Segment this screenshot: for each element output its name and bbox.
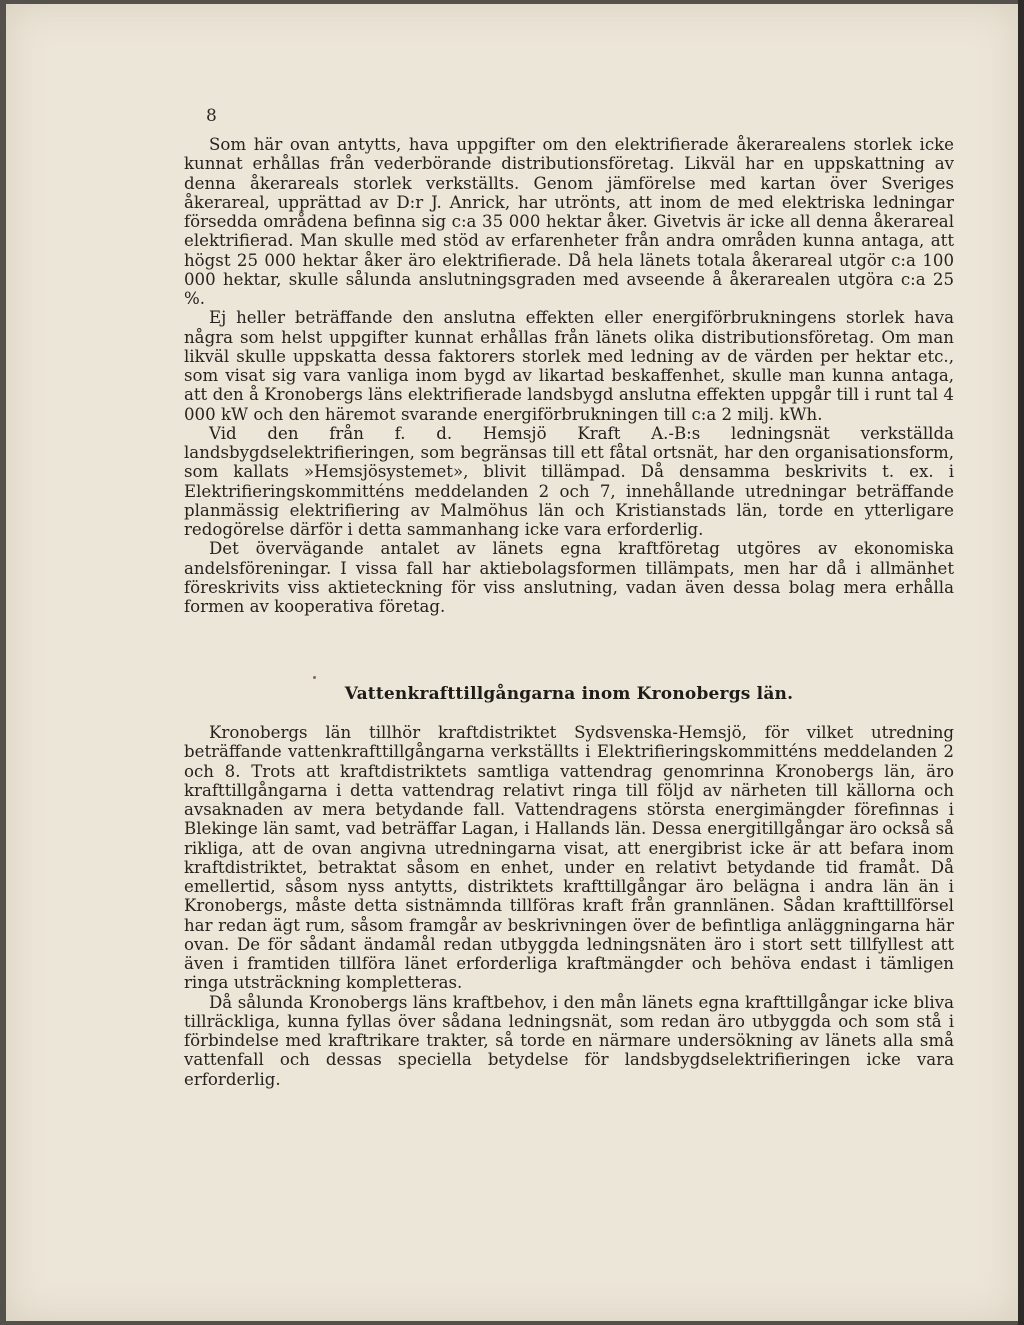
paragraph-effect: Ej heller beträffande den anslutna effekten eller energiförbrukningens storlek hava några som helst uppgifter kunnat erhållas från länets olika distributionsföretag. Om man likväl skulle uppskatta dessa faktorers storlek med ledning av de värden per hektar etc., som visat sig vara vanliga inom bygd av likartad beskaffenhet, skulle man kunna antaga, att den å Kronobergs läns elektrifierade landsbygd anslutna effekten uppgår till i runt tal 4 000 kW och den häremot svarande energiförbrukningen till c:a 2 milj. kWh.: [184, 308, 954, 424]
paper-speck: [313, 676, 316, 679]
paragraph-waterpower: Kronobergs län tillhör kraftdistriktet Sydsvenska-Hemsjö, för vilket utredning beträffande vattenkrafttillgångarna verkställts i Elektrifieringskommitténs meddelanden 2 och 8. Trots att kraftdistriktets samtliga vattendrag genomrinna Kronobergs län, äro krafttillgångarna i detta vattendrag relativt ringa till följd av närheten till källorna och avsaknaden av mera betydande fall. Vattendragens största energimängder förefinnas i Blekinge län samt, vad beträffar Lagan, i Hallands län. Dessa energitillgångar äro också så rikliga, att de ovan angivna utredningarna visat, att energibrist icke är att befara inom kraftdistriktet, betraktat såsom en enhet, under en relativt betydande tid framåt. Då emellertid, såsom nyss antytts, distriktets krafttillgångar äro belägna i andra län än i Kronobergs, måste detta sistnämnda tillföras kraft från grannlänen. Sådan krafttillförsel har redan ägt rum, såsom framgår av beskrivningen över de befintliga anläggningarna här ovan. De för sådant ändamål redan utbyggda ledningsnäten äro i stort sett tillfyllest att även i framtiden tillföra länet erforderliga kraftmängder och behöva endast i tämligen ringa utsträckning kompletteras.: [184, 723, 954, 993]
document-page: [6, 4, 1018, 1321]
scan-edge: [1018, 0, 1024, 1325]
section-distribution-text: [184, 135, 954, 616]
paragraph-acreage: Som här ovan antytts, hava uppgifter om den elektrifierade åkerarealens storlek icke kunnat erhållas från vederbörande distributionsföretag. Likväl har en uppskattning av denna åkerareals storlek verkställts. Genom jämförelse med kartan över Sveriges åkerareal, upprättad av D:r J. Anrick, har utrönts, att inom de med elektriska ledningar försedda områdena befinna sig c:a 35 000 hektar åker. Givetvis är icke all denna åkerareal elektrifierad. Man skulle med stöd av erfarenheter från andra områden kunna antaga, att högst 25 000 hektar åker äro elektrifierade. Då hela länets totala åkerareal utgör c:a 100 000 hektar, skulle sålunda anslutningsgraden med avseende å åkerarealen utgöra c:a 25 %.: [184, 135, 954, 308]
section-heading: Vattenkrafttillgångarna inom Kronobergs län.: [344, 684, 794, 704]
paragraph-cooperatives: Det övervägande antalet av länets egna kraftföretag utgöres av ekonomiska andelsföreningar. I vissa fall har aktiebolagsformen tillämpats, men har då i allmänhet föreskrivits viss aktieteckning för viss anslutning, vadan även dessa bolag mera erhålla formen av kooperativa företag.: [184, 539, 954, 616]
paragraph-hemsjo: Vid den från f. d. Hemsjö Kraft A.-B:s ledningsnät verkställda landsbygdselektrifieringen, som begränsas till ett fåtal ortsnät, har den organisationsform, som kallats »Hemsjösystemet», blivit tillämpad. Då densamma beskrivits t. ex. i Elektrifieringskommitténs meddelanden 2 och 7, innehållande utredningar beträffande planmässig elektrifiering av Malmöhus län och Kristianstads län, torde en ytterligare redogörelse därför i detta sammanhang icke vara erforderlig.: [184, 423, 954, 539]
section-waterpower-text: [184, 723, 954, 1089]
paragraph-conclusion: Då sålunda Kronobergs läns kraftbehov, i den mån länets egna krafttillgångar icke bliva tillräckliga, kunna fyllas över sådana ledningsnät, som redan äro utbyggda och som stå i förbindelse med kraftrikare trakter, så torde en närmare undersökning av länets alla små vattenfall och dessas speciella betydelse för landsbygdselektrifieringen icke vara erforderlig.: [184, 992, 954, 1089]
page-number: 8: [206, 106, 217, 126]
